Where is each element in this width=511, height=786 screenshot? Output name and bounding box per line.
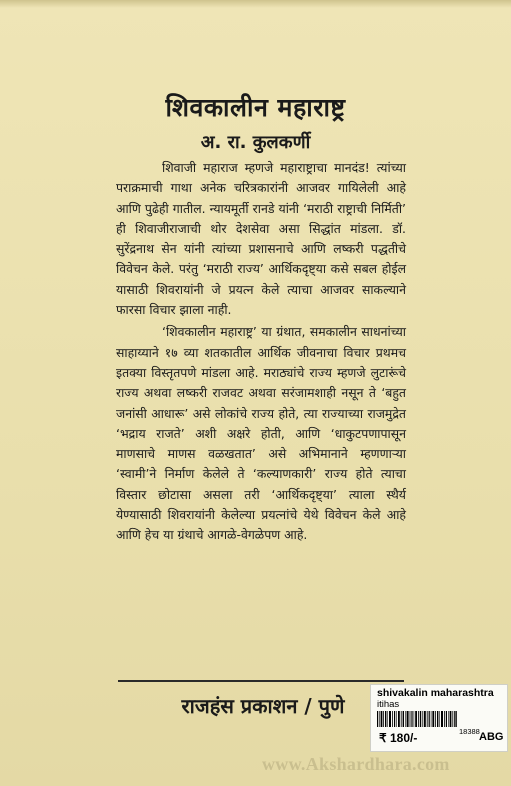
watermark: www.Akshardhara.com — [262, 754, 450, 774]
blurb-paragraph: शिवाजी महाराज म्हणजे महाराष्ट्राचा मानदंड! त्यांच्या पराक्रमाची गाथा अनेक चरित्रकारांनी आजवर गायिलेली आहे आणि पुढेही गातील. न्यायमूर्ती रानडे यांनी ‘मराठी राष्ट्राची निर्मिती’ ही शिवाजीराजाची थोर देशसेवा असा सिद्धांत मांडला. डॉ. सुरेंद्रनाथ सेन यांनी त्यांच्या प्रशासनाचे आणि लष्करी पद्धतीचे विवेचन केले. परंतु ‘मराठी राज्य’ आर्थिकदृष्ट्या कसे सबल होईल यासाठी शिवरायांनी जे प्रयत्न केले त्याचा आजवर साकल्याने फारसा विचार झाला नाही. — [116, 160, 406, 318]
price-sticker — [370, 684, 508, 752]
sticker-title: shivakalin maharashtra — [377, 687, 494, 699]
publisher-name: राजहंस प्रकाशन / पुणे — [181, 694, 345, 718]
barcode-number: 18388 — [459, 727, 480, 736]
divider-rule — [118, 680, 404, 682]
sticker-tag: ABG — [479, 731, 504, 743]
book-title: शिवकालीन महाराष्ट्र — [165, 93, 346, 122]
book-author: अ. रा. कुलकर्णी — [200, 132, 311, 153]
sticker-subtitle: itihas — [377, 699, 400, 710]
blurb-paragraph: ‘शिवकालीन महाराष्ट्र’ या ग्रंथात, समकालीन साधनांच्या साहाय्याने १७ व्या शतकातील आर्थिक जीवनाचा विचार प्रथमच इतक्या विस्तृतपणे मांडला आहे. मराठ्यांचे राज्य म्हणजे लुटारूंचे राज्य अथवा लष्करी राजवट अथवा सरंजामशाही नसून ते ‘बहुत जनांसी आधारू’ असे लोकांचे राज्य होते, त्या राज्याच्या राजमुद्रेत ‘भद्राय राजते’ अशी अक्षरे होती, आणि ‘धाकुटपणापासून माणसाचे माणस वळखतात’ असे अभिमानाने म्हणणाऱ्या ‘स्वामी’ने निर्माण केलेले ते ‘कल्याणकारी’ राज्य होते त्याचा विस्तार छोटासा असला तरी ‘आर्थिकदृष्ट्या’ त्याला स्थैर्य येण्यासाठी शिवरायांनी केलेल्या प्रयत्नांचे येथे विवेचन केले आहे आणि हेच या ग्रंथाचे आगळे-वेगळेपण आहे. — [116, 324, 406, 543]
blurb-text — [116, 158, 406, 546]
price-label: ₹ 180/- — [379, 731, 418, 745]
barcode-icon — [377, 711, 457, 727]
cover-top-edge — [0, 0, 511, 8]
